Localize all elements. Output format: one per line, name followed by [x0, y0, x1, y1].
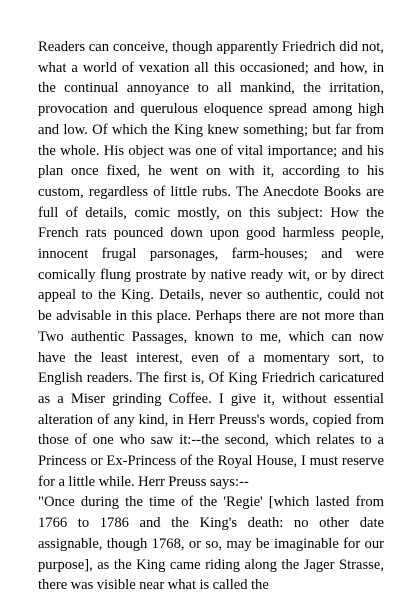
paragraph: "Once during the time of the 'Regie' [which lasted from 1766 to 1786 and the King's death: no other date assignable, though 1768, or so, may be imaginable for our purpose], as the King came riding along the Jager Strasse, there was visible near what is called the — [38, 494, 384, 594]
paragraph: Readers can conceive, though apparently Friedrich did not, what a world of vexation all this occasioned; and how, in the continual annoyance to all mankind, the irritation, provocation and querulous eloquence spread among high and low. Of which the King knew something; but far from the whole. His object was one of vital importance; and his plan once fixed, he went on with it, according to his custom, regardless of little rubs. The Anecdote Books are full of details, comic mostly, on this subject: How the French rats pounced down upon good harmless people, innocent frugal parsonages, farm-houses; and were comically flung prostrate by native ready wit, or by direct appeal to the King. Details, never so authentic, could not be advisable in this place. Perhaps there are not more than Two authentic Passages, known to me, which can now have the least interest, even of a momentary sort, to English readers. The first is, Of King Friedrich caricatured as a Miser grinding Coffee. I give it, without essential alteration of any kind, in Herr Preuss's words, copied from those of one who saw it:--the second, which relates to a Princess or Ex-Princess of the Royal House, I must reserve for a little while. Herr Preuss says:-- — [38, 39, 384, 490]
body-text — [38, 37, 384, 596]
